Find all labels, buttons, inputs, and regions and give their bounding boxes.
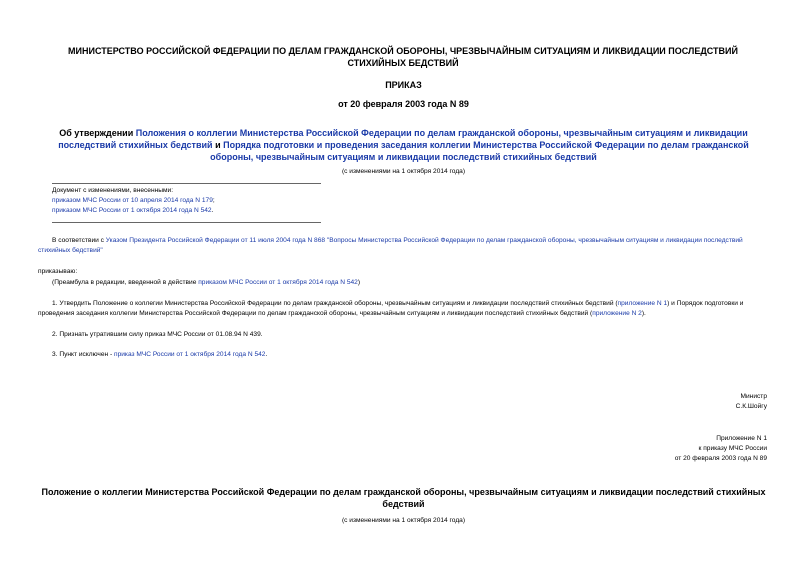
doc-type-heading: ПРИКАЗ	[385, 80, 422, 90]
appendix-line-2: к приказу МЧС России	[698, 445, 767, 452]
signature-block	[736, 392, 767, 412]
ministry-heading: МИНИСТЕРСТВО РОССИЙСКОЙ ФЕДЕРАЦИИ ПО ДЕЛАМ ГРАЖДАНСКОЙ ОБОРОНЫ, ЧРЕЗВЫЧАЙНЫМ СИТУАЦИЯМ И ЛИКВИДАЦИИ ПОСЛЕДСТВИЙ СТИХИЙНЫХ БЕДСТВИЙ	[68, 46, 738, 68]
appendix-line-1: Приложение N 1	[716, 435, 767, 442]
changes-label: Документ с изменениями, внесенными:	[52, 187, 174, 194]
title-link-procedure[interactable]: Порядка подготовки и проведения заседания коллегии Министерства Российской Федерации по делам гражданской обороны, чрезвычайным ситуациям и ликвидации последствий стихийных бедствий	[210, 140, 749, 162]
appendix-note: (с изменениями на 1 октября 2014 года)	[341, 517, 466, 524]
order-word: приказываю:	[38, 268, 78, 275]
title-link-regulation[interactable]: Положения о коллегии Министерства Российской Федерации по делам гражданской обороны, чрезвычайным ситуациям и ликвидации последствий стихийных бедствий	[58, 128, 748, 150]
changes-box	[52, 186, 332, 216]
preamble-paragraph	[38, 236, 771, 256]
appendix-2-link[interactable]: приложение N 2	[592, 310, 642, 317]
edit-note-prefix: (Преамбула в редакции, введенной в действие	[52, 279, 199, 286]
change-sep-1: ;	[212, 197, 215, 204]
title-middle: и	[212, 140, 224, 150]
amendment-note: (с изменениями на 1 октября 2014 года)	[341, 168, 466, 175]
item-1-text-c: ).	[641, 310, 646, 317]
presidential-decree-link[interactable]: Указом Президента Российской Федерации от 11 июля 2004 года N 868 "Вопросы Министерства Российской Федерации по делам гражданской обороны, чрезвычайным ситуациям и ликвидации последствий стихийных бедствий"	[38, 237, 743, 254]
item-1-text-b: ) и Порядок подготовки и проведения заседания коллегии Министерства Российской Федерации по делам гражданской обороны, чрезвычайным ситуациям и ликвидации последствий стихийных бедствий (	[38, 300, 744, 317]
change-link-179[interactable]: приказом МЧС России от 10 апреля 2014 года N 179	[52, 197, 213, 204]
edit-note-link[interactable]: приказом МЧС России от 1 октября 2014 года N 542	[198, 279, 358, 286]
appendix-header	[675, 434, 767, 464]
item-3-prefix: 3. Пункт исключен -	[52, 351, 115, 358]
preamble-edit-note	[52, 278, 360, 288]
item-3-suffix: .	[265, 351, 268, 358]
signature-position: Министр	[740, 393, 767, 400]
item-3-link[interactable]: приказ МЧС России от 1 октября 2014 года N 542	[114, 351, 266, 358]
signature-name: С.К.Шойгу	[735, 403, 767, 410]
item-1-text-a: 1. Утвердить Положение о коллегии Министерства Российской Федерации по делам гражданской обороны, чрезвычайным ситуациям и ликвидации последствий стихийных бедствий (	[52, 300, 618, 307]
edit-note-suffix: )	[357, 279, 361, 286]
change-link-542[interactable]: приказом МЧС России от 1 октября 2014 года N 542	[52, 207, 212, 214]
changes-top-divider	[52, 183, 321, 184]
date-number-heading: от 20 февраля 2003 года N 89	[338, 99, 469, 109]
item-3-paragraph	[52, 350, 267, 360]
item-2-paragraph: 2. Признать утратившим силу приказ МЧС России от 01.08.94 N 439.	[52, 331, 263, 338]
changes-bottom-divider	[52, 222, 321, 223]
appendix-title: Положение о коллегии Министерства Российской Федерации по делам гражданской обороны, чрезвычайным ситуациям и ликвидации последствий стихийных бедствий	[41, 487, 766, 509]
preamble-prefix: В соответствии с	[52, 237, 106, 244]
change-sep-2: .	[211, 207, 214, 214]
item-1-paragraph	[38, 299, 771, 319]
appendix-1-link[interactable]: приложение N 1	[617, 300, 668, 307]
title-prefix: Об утверждении	[59, 128, 136, 138]
appendix-line-3: от 20 февраля 2003 года N 89	[674, 455, 767, 462]
document-title	[36, 127, 771, 163]
